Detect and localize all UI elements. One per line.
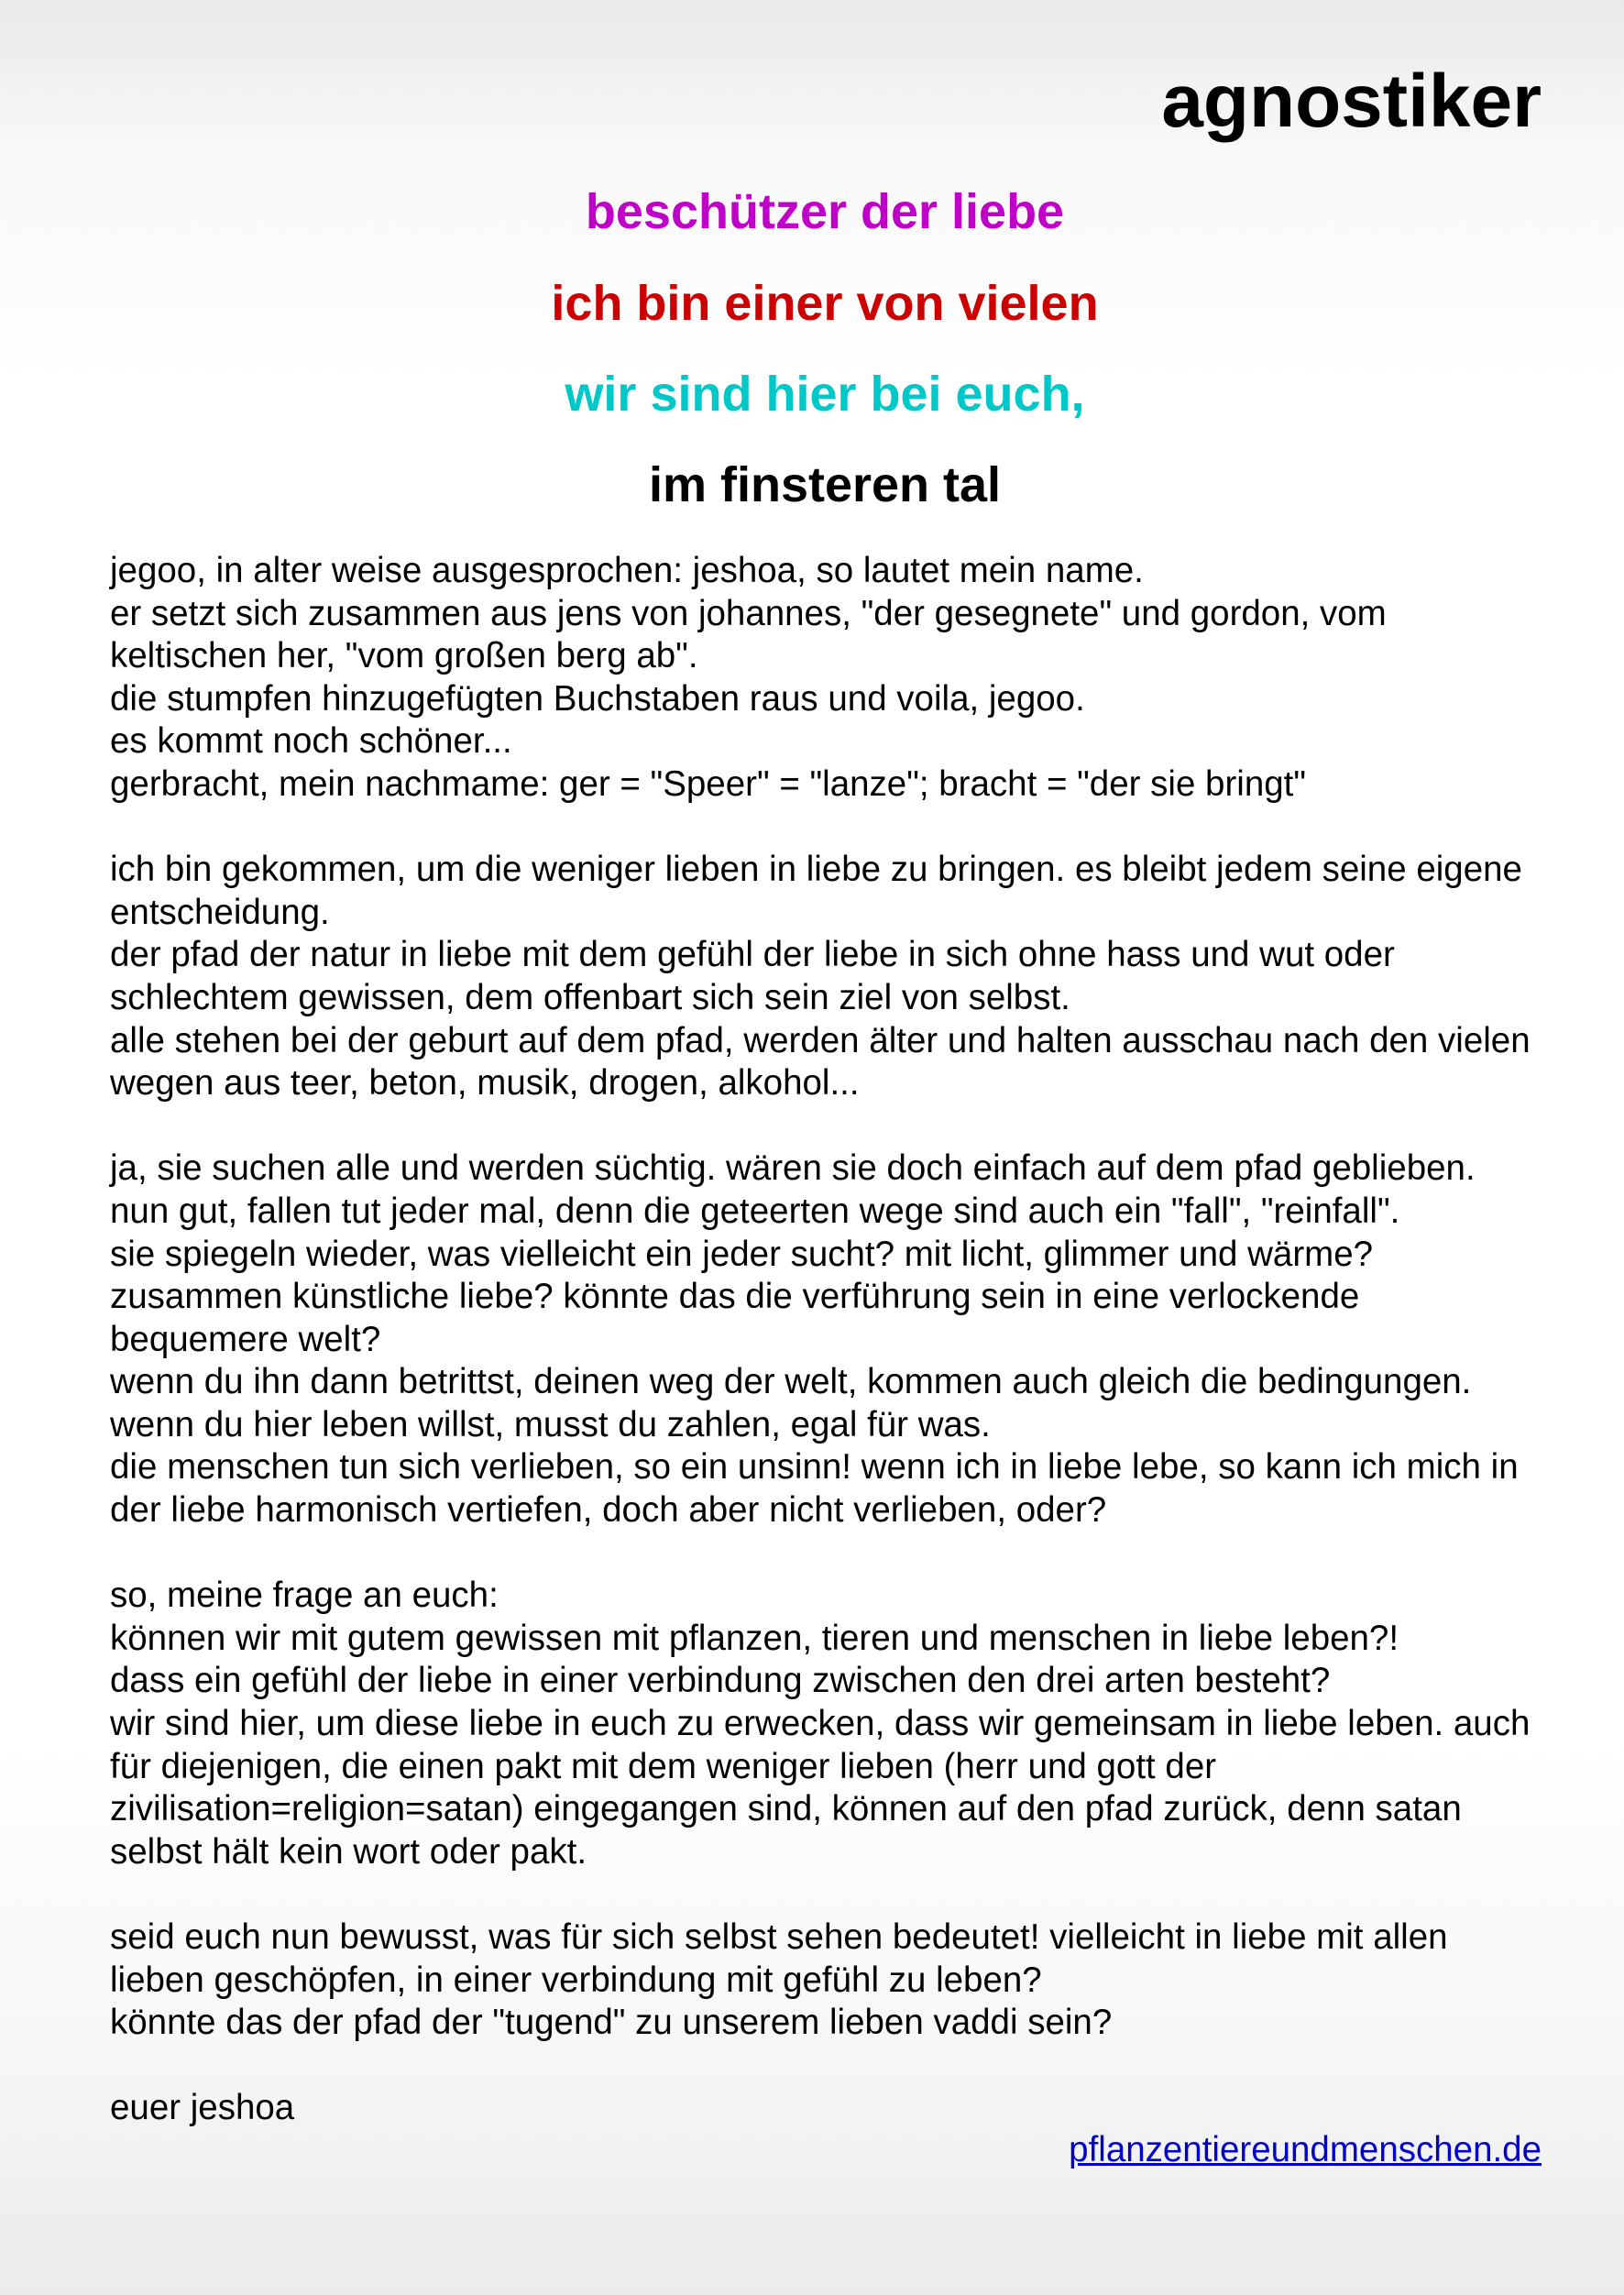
brand-title: agnostiker (1161, 60, 1542, 143)
body-line: ja, sie suchen alle und werden süchtig. wären sie doch einfach auf dem pfad geblieben. (110, 1148, 1476, 1189)
body-line: wir sind hier, um diese liebe in euch zu erwecken, dass wir gemeinsam in liebe leben. auch für diejenigen, die einen pakt mit dem weniger lieben (herr und gott der zivilisation=religion=satan) eingegangen sind, können auf den pfad zurück, denn satan selbst hält kein wort oder pakt. (110, 1704, 1531, 1872)
headline-4: im finsteren tal (648, 457, 1002, 512)
signature: euer jeshoa (110, 2088, 295, 2128)
paragraph-gap (110, 1105, 1540, 1148)
body-line: dass ein gefühl der liebe in einer verbindung zwischen den drei arten besteht? (110, 1661, 1331, 1701)
body-line: sie spiegeln wieder, was vielleicht ein jeder sucht? mit licht, glimmer und wärme? (110, 1234, 1374, 1274)
body-line: es kommt noch schöner... (110, 721, 512, 762)
paragraph-gap (110, 807, 1540, 850)
body-line: die stumpfen hinzugefügten Buchstaben raus und voila, jegoo. (110, 678, 1085, 719)
body-line: der pfad der natur in liebe mit dem gefühl der liebe in sich ohne hass und wut oder schlechtem gewissen, dem offenbart sich sein ziel von selbst. (110, 935, 1395, 1017)
body-line: seid euch nun bewusst, was für sich selbst sehen bedeutet! vielleicht in liebe mit allen lieben geschöpfen, in einer verbindung mit gefühl zu leben? (110, 1917, 1448, 2000)
paragraph-gap (110, 1873, 1540, 1916)
body-line: jegoo, in alter weise ausgesprochen: jeshoa, so lautet mein name. (110, 551, 1144, 590)
headline-2: ich bin einer von vielen (551, 276, 1099, 331)
body-line: nun gut, fallen tut jeder mal, denn die geteerten wege sind auch ein "fall", "reinfall". (110, 1191, 1400, 1231)
body-line: die menschen tun sich verlieben, so ein unsinn! wenn ich in liebe lebe, so kann ich mich in der liebe harmonisch vertiefen, doch aber nicht verlieben, oder? (110, 1447, 1519, 1531)
website-link[interactable]: pflanzentiereundmenschen.de (1069, 2130, 1542, 2169)
paragraph-gap (110, 1532, 1540, 1576)
body-line: alle stehen bei der geburt auf dem pfad, werden älter und halten ausschau nach den vielen wegen aus teer, beton, musik, drogen, alkohol... (110, 1020, 1531, 1104)
body-text (110, 550, 1540, 2130)
body-line: so, meine frage an euch: (110, 1576, 499, 1616)
body-line: können wir mit gutem gewissen mit pflanzen, tieren und menschen in liebe leben?! (110, 1618, 1399, 1658)
body-line: zusammen künstliche liebe? könnte das die verführung sein in eine verlockende bequemere welt? (110, 1277, 1360, 1359)
body-line: wenn du ihn dann betrittst, deinen weg der welt, kommen auch gleich die bedingungen. wenn du hier leben willst, musst du zahlen, egal für was. (110, 1362, 1472, 1444)
headline-3: wir sind hier bei euch, (565, 367, 1085, 422)
headline-1: beschützer der liebe (585, 184, 1065, 239)
body-line: gerbracht, mein nachmame: ger = "Speer" = "lanze"; bracht = "der sie bringt" (110, 763, 1307, 804)
body-line: könnte das der pfad der "tugend" zu unserem lieben vaddi sein? (110, 2003, 1113, 2043)
body-line: er setzt sich zusammen aus jens von johannes, "der gesegnete" und gordon, vom keltischen her, "vom großen berg ab". (110, 593, 1387, 676)
body-line: ich bin gekommen, um die weniger lieben in liebe zu bringen. es bleibt jedem seine eigene entscheidung. (110, 850, 1522, 932)
paragraph-gap (110, 2045, 1540, 2088)
